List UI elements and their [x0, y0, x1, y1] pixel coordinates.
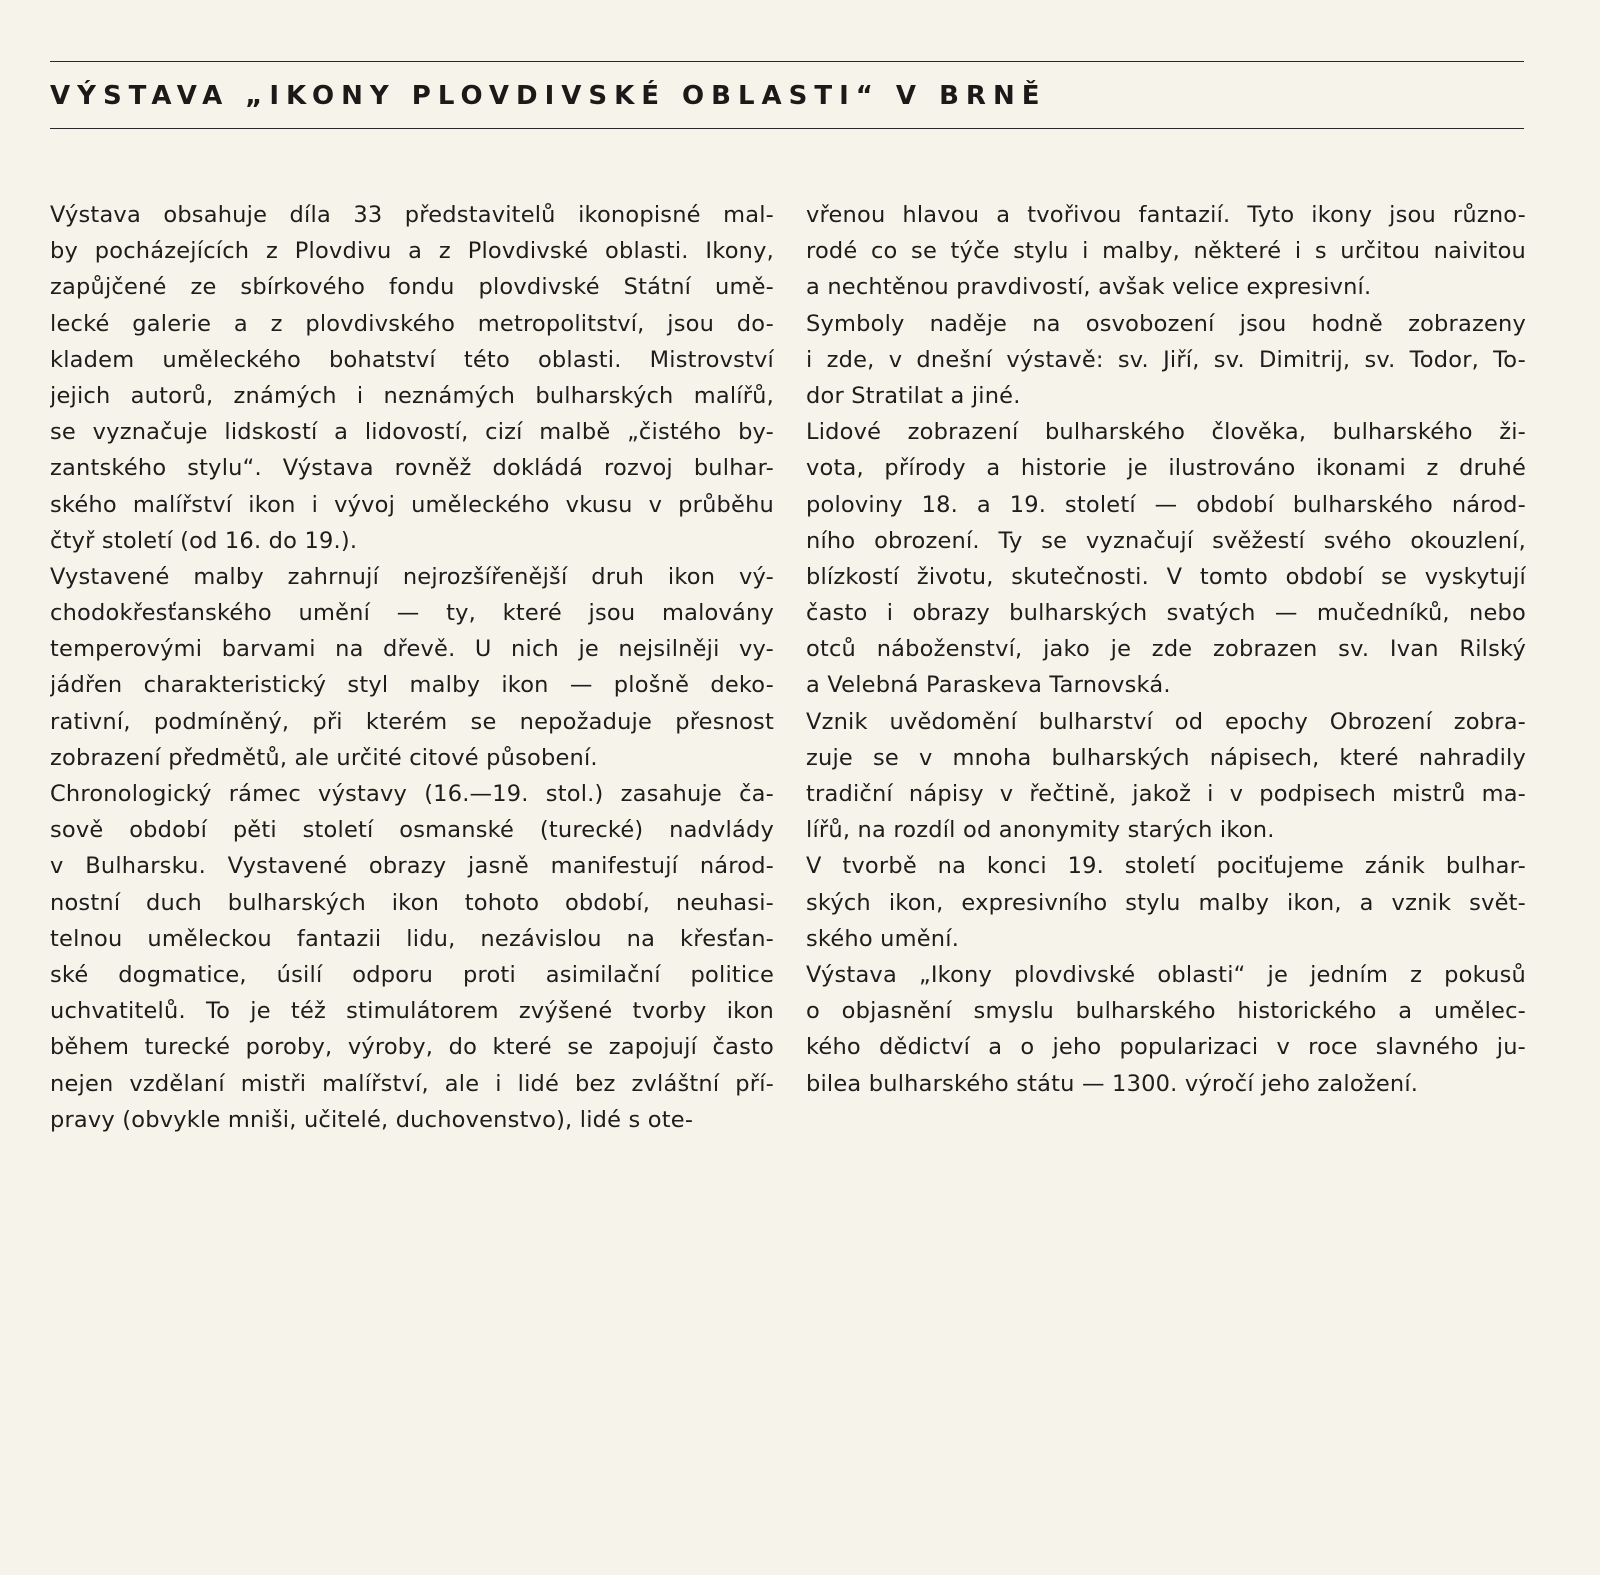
text-line: zapůjčené ze sbírkového fondu plovdivské Státní umě-: [50, 274, 774, 301]
text-line: chodokřesťanského umění — ty, které jsou malovány: [50, 600, 774, 627]
text-line: čtyř století (od 16. do 19.).: [50, 527, 358, 554]
text-line: rodé co se týče stylu i malby, některé i s určitou naivitou: [806, 238, 1526, 265]
text-line: kého dědictví a o jeho popularizaci v roce slavného ju-: [806, 1034, 1526, 1061]
text-line: ského umění.: [806, 925, 960, 952]
text-line: ního obrození. Ty se vyznačují svěžestí svého okouzlení,: [806, 527, 1526, 554]
left-column: [50, 197, 774, 1138]
text-line: zuje se v mnoha bulharských nápisech, které nahradily: [806, 744, 1526, 771]
text-line: ského malířství ikon i vývoj uměleckého vkusu v průběhu: [50, 491, 774, 518]
text-line: lířů, na rozdíl od anonymity starých ikon.: [806, 817, 1275, 844]
text-line: temperovými barvami na dřevě. U nich je nejsilněji vy-: [50, 636, 774, 663]
text-line: a Velebná Paraskeva Tarnovská.: [806, 672, 1171, 699]
text-line: o objasnění smyslu bulharského historického a umělec-: [806, 998, 1526, 1025]
text-line: vota, přírody a historie je ilustrováno ikonami z druhé: [806, 455, 1526, 482]
text-line: ské dogmatice, úsilí odporu proti asimilační politice: [50, 961, 774, 988]
text-line: nejen vzdělaní mistři malířství, ale i lidé bez zvláštní pří-: [50, 1070, 774, 1097]
text-line: sově období pěti století osmanské (turecké) nadvlády: [50, 817, 774, 844]
bottom-rule: [50, 128, 1524, 129]
text-line: rativní, podmíněný, při kterém se nepožaduje přesnost: [50, 708, 774, 735]
text-line: bilea bulharského státu — 1300. výročí jeho založení.: [806, 1070, 1419, 1097]
text-line: zantského stylu“. Výstava rovněž dokládá rozvoj bulhar-: [50, 455, 774, 482]
text-line: i zde, v dnešní výstavě: sv. Jiří, sv. Dimitrij, sv. Todor, To-: [806, 346, 1526, 373]
text-line: jejich autorů, známých i neznámých bulharských malířů,: [50, 382, 774, 409]
text-line: blízkostí životu, skutečnosti. V tomto období se vyskytují: [806, 563, 1526, 590]
text-line: často i obrazy bulharských svatých — mučedníků, nebo: [806, 600, 1526, 627]
text-line: vřenou hlavou a tvořivou fantazií. Tyto ikony jsou různo-: [806, 202, 1526, 228]
text-line: Výstava obsahuje díla 33 představitelů ikonopisné mal-: [50, 202, 774, 228]
text-line: jádřen charakteristický styl malby ikon — plošně deko-: [50, 672, 774, 699]
right-column: [806, 197, 1526, 1102]
text-line: Vystavené malby zahrnují nejrozšířenější druh ikon vý-: [50, 563, 774, 590]
text-line: dor Stratilat a jiné.: [806, 382, 1021, 409]
text-line: Výstava „Ikony plovdivské oblasti“ je jedním z pokusů: [806, 961, 1526, 988]
text-line: a nechtěnou pravdivostí, avšak velice expresivní.: [806, 274, 1372, 301]
text-line: v Bulharsku. Vystavené obrazy jasně manifestují národ-: [50, 853, 774, 880]
text-line: během turecké poroby, výroby, do které se zapojují často: [50, 1034, 774, 1061]
top-rule: [50, 61, 1524, 62]
text-line: V tvorbě na konci 19. století pociťujeme zánik bulhar-: [806, 853, 1526, 880]
text-line: tradiční nápisy v řečtině, jakož i v podpisech mistrů ma-: [806, 781, 1526, 807]
text-line: zobrazení předmětů, ale určité citové působení.: [50, 744, 598, 771]
article-title: VÝSTAVA „IKONY PLOVDIVSKÉ OBLASTI“ V BRNĚ: [50, 81, 1047, 111]
text-line: Chronologický rámec výstavy (16.—19. stol.) zasahuje ča-: [50, 781, 774, 807]
text-line: nostní duch bulharských ikon tohoto období, neuhasi-: [50, 889, 774, 916]
text-line: ských ikon, expresivního stylu malby ikon, a vznik svět-: [806, 889, 1526, 916]
text-line: Vznik uvědomění bulharství od epochy Obrození zobra-: [806, 708, 1526, 735]
text-line: poloviny 18. a 19. století — období bulharského národ-: [806, 491, 1526, 518]
text-line: by pocházejících z Plovdivu a z Plovdivské oblasti. Ikony,: [50, 238, 774, 265]
text-line: se vyznačuje lidskostí a lidovostí, cizí malbě „čistého by-: [50, 419, 774, 446]
text-line: uchvatitelů. To je též stimulátorem zvýšené tvorby ikon: [50, 998, 774, 1025]
text-line: Lidové zobrazení bulharského člověka, bulharského ži-: [806, 419, 1526, 446]
text-line: pravy (obvykle mniši, učitelé, duchovenstvo), lidé s ote-: [50, 1106, 694, 1133]
text-line: kladem uměleckého bohatství této oblasti. Mistrovství: [50, 346, 774, 373]
text-line: telnou uměleckou fantazii lidu, nezávislou na křesťan-: [50, 925, 774, 952]
text-line: lecké galerie a z plovdivského metropolitství, jsou do-: [50, 310, 774, 337]
text-line: Symboly naděje na osvobození jsou hodně zobrazeny: [806, 310, 1526, 337]
text-line: otců náboženství, jako je zde zobrazen sv. Ivan Rilský: [806, 636, 1526, 663]
